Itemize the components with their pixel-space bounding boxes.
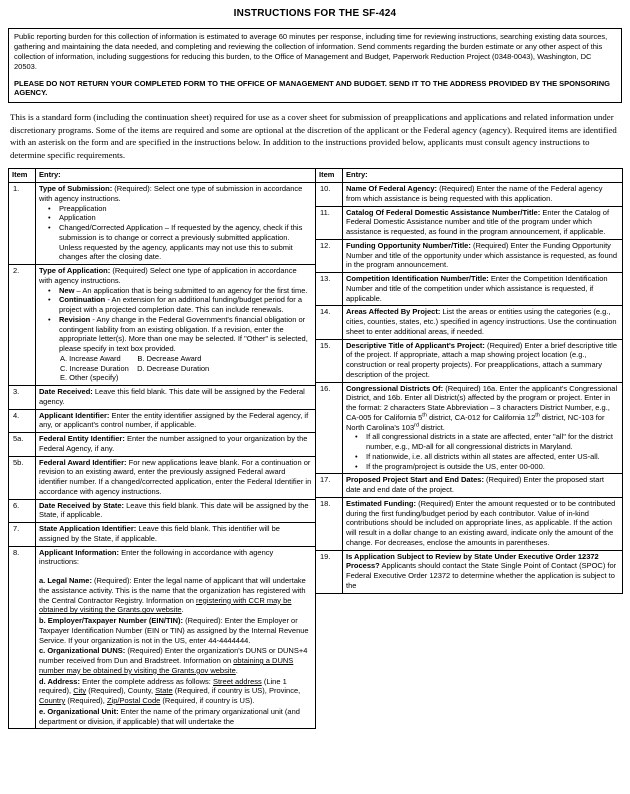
instruction-row xyxy=(316,273,623,306)
superscript-text: th xyxy=(535,412,540,419)
text-run: district. xyxy=(419,422,445,432)
superscript-text: rd xyxy=(414,422,420,429)
instruction-row xyxy=(316,474,623,498)
entry-paragraph xyxy=(39,576,312,615)
text-run: (Required) Enter the name of the Federal agency from which assistance is being requested with this application. xyxy=(346,184,603,203)
entry-term: Funding Opportunity Number/Title: xyxy=(346,240,471,250)
entry-term: Proposed Project Start and End Dates: xyxy=(346,475,484,485)
entry-cell xyxy=(36,265,316,386)
text-run: (Required, if country is US), Province, xyxy=(172,686,301,696)
instructions-table-left xyxy=(8,168,316,729)
entry-paragraph xyxy=(39,387,312,407)
bullet-icon: • xyxy=(48,203,51,213)
entry-term: c. Organizational DUNS: xyxy=(39,646,126,656)
item-number: 13. xyxy=(316,273,343,306)
text-run: district, NC-103 for North Carolina's 103 xyxy=(346,412,605,432)
text-run: If nationwide, i.e. all districts within all states are affected, enter US-all. xyxy=(366,451,600,461)
text-run: Enter the number assigned to your organization by the Federal Agency, if any. xyxy=(39,434,308,453)
text-run: (Required): Enter the Employer or Taxpayer Identification Number (EIN or TIN) as assigned by the Internal Revenue Service. If your organization is not in the US, enter 44-4444444. xyxy=(39,616,309,645)
entry-paragraph xyxy=(39,458,312,497)
text-run: . xyxy=(235,665,238,675)
text-run: Preapplication xyxy=(59,203,107,213)
entry-term: a. Legal Name: xyxy=(39,576,92,586)
entry-paragraph xyxy=(39,184,312,204)
entry-paragraph xyxy=(346,184,619,204)
entry-cell xyxy=(343,339,623,382)
entry-cell xyxy=(36,183,316,265)
entry-paragraph xyxy=(39,677,312,706)
instruction-row xyxy=(9,409,316,433)
entry-term: State Application Identifier: xyxy=(39,524,137,534)
text-run: (Required): Select one type of submission in accordance with agency instructions. xyxy=(39,184,303,203)
instruction-row xyxy=(9,386,316,410)
bullet-icon: • xyxy=(355,451,358,461)
entry-paragraph xyxy=(346,552,619,591)
column-header-item: Item xyxy=(316,169,343,183)
item-number: 15. xyxy=(316,339,343,382)
item-number: 4. xyxy=(9,409,36,433)
entry-cell xyxy=(36,499,316,523)
underlined-text: Street address xyxy=(212,676,262,686)
bullet-icon: • xyxy=(48,213,51,223)
option-line xyxy=(39,373,312,383)
text-run: . xyxy=(181,605,184,615)
bullet-icon: • xyxy=(355,461,358,471)
text-run: Application xyxy=(59,213,96,223)
entry-term: Catalog Of Federal Domestic Assistance Number/Title: xyxy=(346,207,541,217)
entry-term: Continuation xyxy=(59,295,106,305)
instruction-row xyxy=(9,265,316,386)
underlined-text: Zip/Postal Code xyxy=(106,696,161,706)
item-number: 14. xyxy=(316,306,343,339)
text-run: (Required): Enter the legal name of applicant that will undertake the assistance activity. This is the name that the organization has registered with the Central Contractor Registry. Information on xyxy=(39,576,306,605)
entry-cell xyxy=(36,456,316,499)
instruction-row xyxy=(316,206,623,239)
text-run: A. Increase Award B. Decrease Award xyxy=(60,353,202,363)
instruction-row xyxy=(316,550,623,593)
text-run: (Required) Enter the amount requested or to be contributed during the first funding/budget period by each contributor. Value of in-kind contributions should be included on appropriate lines, as applicable. If the action will result in a dollar change to an existing award, indicate only the amount of the change. For decreases, enclose the amounts in parentheses. xyxy=(346,498,616,547)
entry-paragraph xyxy=(39,434,312,454)
bullet-item xyxy=(39,213,312,223)
text-run: - An extension for an additional funding/budget period for a project with a projected completion date. This can include renewals. xyxy=(59,295,303,315)
text-run: (Required) Enter the organization's DUNS or DUNS+4 number received from Dun and Bradstreet. Information on xyxy=(39,646,308,666)
entry-cell xyxy=(36,433,316,457)
entry-term: Descriptive Title of Applicant's Project: xyxy=(346,340,485,350)
entry-cell xyxy=(343,306,623,339)
text-run: (Required), County, xyxy=(86,686,156,696)
item-number: 11. xyxy=(316,206,343,239)
bullet-text xyxy=(366,452,600,462)
entry-cell xyxy=(36,546,316,729)
instruction-row xyxy=(9,433,316,457)
entry-term: d. Address: xyxy=(39,676,80,686)
item-number: 2. xyxy=(9,265,36,386)
entry-term: Is Application Subject to Review by State Under Executive Order 12372 Process? xyxy=(346,551,599,571)
text-run: (Required) Enter the proposed start date and end date of the project. xyxy=(346,475,605,495)
entry-term: Congressional Districts Of: xyxy=(346,383,444,393)
column-header-entry: Entry: xyxy=(343,169,623,183)
intro-paragraph: This is a standard form (including the continuation sheet) required for use as a cover sheet for submission of preapplications and applications and related information under discretionary programs. Some of the items are required and some are optional at the discretion of the applicant or the Federal agency (agency). Required items are identified with an asterisk on the form and are specified in the instructions below. In addition to the instructions provided below, applicants must consult agency instructions to determine specific requirements. xyxy=(10,112,617,160)
bullet-item xyxy=(39,315,312,354)
instruction-row xyxy=(316,382,623,474)
text-run: (Required) Select one type of application in accordance with agency instructions. xyxy=(39,266,297,285)
entry-paragraph xyxy=(39,501,312,521)
text-run: Enter the name of the primary organizational unit (and department or division, if applicable) that will undertake the xyxy=(39,706,300,726)
text-run: If all congressional districts in a state are affected, enter "all" for the district number, e.g., MD-all for all congressional districts in Maryland. xyxy=(366,432,613,452)
text-run: (Required) Enter the Funding Opportunity Number and title of the opportunity under which assistance is requested, as found in the program announcement. xyxy=(346,240,617,270)
text-run: Leave this field blank. This date will be assigned by the State, if applicable. xyxy=(39,500,309,520)
do-not-return-warning: PLEASE DO NOT RETURN YOUR COMPLETED FORM TO THE OFFICE OF MANAGEMENT AND BUDGET. SEND IT TO THE ADDRESS PROVIDED BY THE SPONSORING AGENCY. xyxy=(14,78,611,98)
bullet-item xyxy=(346,462,619,472)
underlined-text: registering with CCR may be obtained by visiting the Grants.gov website xyxy=(39,595,292,615)
item-number: 18. xyxy=(316,497,343,550)
text-run: List the areas or entities using the categories (e.g., cities, counties, states, etc.) specified in agency instructions. Use the continuation sheet to enter additional areas, if needed. xyxy=(346,307,617,336)
underlined-text: State xyxy=(155,686,173,696)
item-number: 6. xyxy=(9,499,36,523)
entry-cell xyxy=(343,183,623,207)
entry-paragraph xyxy=(346,241,619,270)
text-run: – An application that is being submitted to an agency for the first time. xyxy=(74,285,308,295)
item-number: 10. xyxy=(316,183,343,207)
entry-cell xyxy=(36,523,316,547)
underlined-text: obtaining a DUNS number may be obtained by visiting the Grants.gov website xyxy=(39,656,294,675)
entry-term: Type of Application: xyxy=(39,266,111,276)
instruction-row xyxy=(316,183,623,207)
text-run: If the program/project is outside the US, enter 00-000. xyxy=(366,461,545,471)
entry-paragraph xyxy=(39,411,312,431)
bullet-text xyxy=(59,204,107,214)
item-number: 12. xyxy=(316,239,343,272)
instruction-row xyxy=(9,183,316,265)
column-header-item: Item xyxy=(9,169,36,183)
entry-term: Competition Identification Number/Title: xyxy=(346,274,489,284)
entry-paragraph xyxy=(346,475,619,495)
entry-term: Date Received by State: xyxy=(39,500,125,510)
item-number: 5b. xyxy=(9,456,36,499)
entry-term: Applicant Identifier: xyxy=(39,410,110,420)
instructions-table xyxy=(8,168,622,729)
item-number: 17. xyxy=(316,474,343,498)
entry-cell xyxy=(343,239,623,272)
instruction-row xyxy=(316,497,623,550)
instruction-row xyxy=(316,306,623,339)
entry-paragraph xyxy=(39,524,312,544)
option-line xyxy=(39,354,312,364)
text-run: Enter the Catalog of Federal Domestic Assistance number and title of the program under which assistance is requested, as found in the program announcement, if applicable. xyxy=(346,207,610,237)
text-run: Enter the Competition Identification Number and title of the competition under which assistance is requested, if applicable. xyxy=(346,274,608,303)
instruction-row xyxy=(9,523,316,547)
bullet-text xyxy=(59,286,307,296)
instruction-row xyxy=(9,499,316,523)
item-number: 5a. xyxy=(9,433,36,457)
bullet-item xyxy=(39,286,312,296)
entry-term: Type of Submission: xyxy=(39,184,113,194)
text-run: Applicants should contact the State Single Point of Contact (SPOC) for Federal Executive Order 12372 to determine whether the application is subject to the xyxy=(346,561,617,590)
bullet-text xyxy=(59,223,312,262)
column-header-entry: Entry: xyxy=(36,169,316,183)
entry-term: b. Employer/Taxpayer Number (EIN/TIN): xyxy=(39,616,184,626)
table-header-row xyxy=(9,169,316,183)
entry-term: New xyxy=(59,285,75,295)
entry-paragraph xyxy=(39,266,312,286)
instruction-row xyxy=(9,546,316,729)
entry-cell xyxy=(343,382,623,474)
bullet-text xyxy=(59,315,312,354)
entry-term: Areas Affected By Project: xyxy=(346,307,441,317)
entry-paragraph xyxy=(346,274,619,303)
burden-statement: Public reporting burden for this collection of information is estimated to average 60 minutes per response, including time for reviewing instructions, searching existing data sources, gathering and maintaining the data needed, and completing and reviewing the collection of information. Send comments regarding the burden estimate or any other aspect of this collection of information, including suggestions for reducing this burden, to the Office of Management and Budget, Paperwork Reduction Project (0348-0043), Washington, DC 20503. xyxy=(14,32,608,71)
instruction-row xyxy=(316,239,623,272)
text-run: Enter the following in accordance with agency instructions: xyxy=(39,547,274,567)
entry-paragraph xyxy=(346,307,619,336)
entry-cell xyxy=(36,409,316,433)
underlined-text: Country xyxy=(39,696,66,706)
text-run: Changed/Corrected Application – If requested by the agency, check if this submission is to change or correct a previously submitted application. Unless requested by the agency, applicants may not use this to submit changes after the closing date. xyxy=(59,223,303,262)
text-run: Enter the complete address as follows: xyxy=(79,676,213,686)
entry-paragraph xyxy=(39,707,312,727)
entry-paragraph xyxy=(39,646,312,675)
entry-term: Federal Award Identifier: xyxy=(39,457,127,467)
entry-cell xyxy=(343,273,623,306)
entry-cell xyxy=(343,497,623,550)
bullet-item xyxy=(346,452,619,462)
bullet-text xyxy=(59,295,312,315)
entry-paragraph xyxy=(39,548,312,568)
item-number: 19. xyxy=(316,550,343,593)
item-number: 3. xyxy=(9,386,36,410)
item-number: 8. xyxy=(9,546,36,729)
bullet-item xyxy=(39,204,312,214)
bullet-item xyxy=(346,432,619,452)
burden-notice-box xyxy=(8,28,622,103)
entry-term: Estimated Funding: xyxy=(346,498,416,508)
entry-paragraph xyxy=(346,384,619,433)
entry-cell xyxy=(343,550,623,593)
page-title: INSTRUCTIONS FOR THE SF-424 xyxy=(233,8,397,19)
entry-paragraph xyxy=(346,341,619,380)
text-run: (Required) Enter a brief descriptive title of the project. If appropriate, attach a map showing project location (e.g., construction or real property projects). For preapplications, attach a summary description of the project. xyxy=(346,340,618,379)
text-run: E. Other (specify) xyxy=(60,373,119,383)
superscript-text: th xyxy=(422,412,427,419)
entry-term: Date Received: xyxy=(39,387,93,397)
text-run: Enter the entity identifier assigned by the Federal agency, if any, or applicant's control number, if applicable. xyxy=(39,410,309,430)
bullet-icon: • xyxy=(48,223,51,233)
entry-paragraph xyxy=(39,616,312,645)
item-number: 16. xyxy=(316,382,343,474)
entry-cell xyxy=(36,386,316,410)
bullet-icon: • xyxy=(48,285,51,295)
item-number: 7. xyxy=(9,523,36,547)
entry-term: Applicant Information: xyxy=(39,547,119,557)
text-run: (Required) 16a. Enter the applicant's Congressional District, and 16b. Enter all District(s) affected by the program or project. Enter in the format: 2 characters State Abbreviation – 3 characters District Number, e.g., CA-005 for California 5 xyxy=(346,383,618,422)
item-number: 1. xyxy=(9,183,36,265)
bullet-item xyxy=(39,223,312,262)
text-run: (Required), xyxy=(65,696,107,706)
text-run: For new applications leave blank. For a continuation or revision to an existing award, enter the previously assigned Federal award identifier number. If a changed/corrected application, enter the Federal Identifier in accordance with agency instructions. xyxy=(39,457,312,496)
bullet-icon: • xyxy=(355,432,358,442)
instruction-row xyxy=(9,456,316,499)
text-run: Leave this field blank. This identifier will be assigned by the State, if applicable. xyxy=(39,524,280,543)
text-run: district, CA-012 for California 12 xyxy=(426,412,536,422)
bullet-text xyxy=(59,213,96,223)
bullet-text xyxy=(366,432,619,452)
text-run: - Any change in the Federal Government's financial obligation or contingent liability from an existing obligation. If a revision, enter the appropriate letter(s). More than one may be selected. If "Other" is selected, please specify in text box provided. xyxy=(59,314,308,354)
underlined-text: City xyxy=(73,686,87,696)
option-line xyxy=(39,364,312,374)
entry-cell xyxy=(343,206,623,239)
instructions-table-right xyxy=(315,168,623,593)
entry-cell xyxy=(343,474,623,498)
entry-paragraph xyxy=(346,208,619,237)
bullet-icon: • xyxy=(48,314,51,324)
instruction-row xyxy=(316,339,623,382)
bullet-item xyxy=(39,295,312,315)
bullet-text xyxy=(366,462,545,472)
bullet-icon: • xyxy=(48,295,51,305)
entry-term: e. Organizational Unit: xyxy=(39,706,119,716)
table-header-row xyxy=(316,169,623,183)
text-run: C. Increase Duration D. Decrease Duration xyxy=(60,363,210,373)
text-run: Leave this field blank. This date will be assigned by the Federal agency. xyxy=(39,387,305,406)
entry-term: Name Of Federal Agency: xyxy=(346,184,437,194)
entry-paragraph xyxy=(346,499,619,548)
entry-term: Revision xyxy=(59,314,91,324)
entry-term: Federal Entity Identifier: xyxy=(39,434,125,444)
text-run: (Line 1 required), xyxy=(39,676,287,696)
text-run: (Required, if country is US). xyxy=(160,696,255,706)
